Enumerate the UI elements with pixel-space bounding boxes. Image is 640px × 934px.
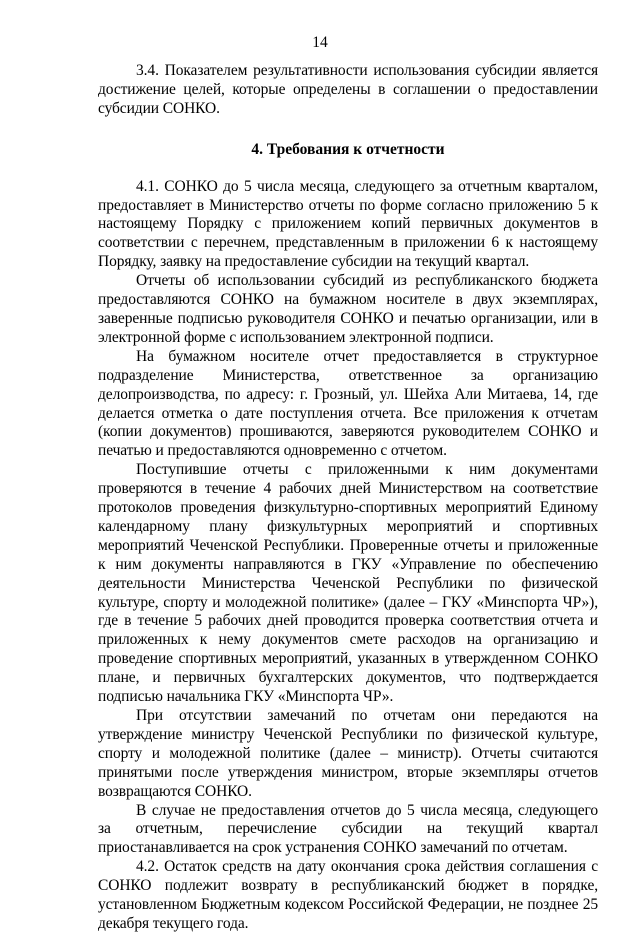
- paragraph-3-4: 3.4. Показателем результативности использования субсидии является достижение целей, которые определены в соглашении о предоставлении субсидии СОНКО.: [98, 62, 598, 117]
- section-heading: 4. Требования к отчетности: [251, 140, 445, 158]
- page-content: [98, 62, 598, 934]
- paragraph-paper-submission: На бумажном носителе отчет предоставляется в структурное подразделение Министерства, ответственное за организацию делопроизводства, по адресу: г. Грозный, ул. Шейха Али Митаева, 14, где делается отметка о дате поступления отчета. Все приложения к отчетам (копии документов) прошиваются, заверяются руководителем СОНКО и печатью и предоставляются одновременно с отчетом.: [98, 347, 598, 460]
- paragraph-4-2: 4.2. Остаток средств на дату окончания срока действия соглашения с СОНКО подлежит возврату в республиканский бюджет в порядке, установленном Бюджетным кодексом Российской Федерации, не позднее 25 декабря текущего года.: [98, 858, 598, 932]
- page-number: 14: [312, 34, 328, 51]
- paragraph-reports-submission: Отчеты об использовании субсидий из республиканского бюджета предоставляются СОНКО на бумажном носителе в двух экземплярах, заверенные подписью руководителя СОНКО и печатью организации, или в электронной форме с использованием электронной подписи.: [98, 272, 598, 346]
- paragraph-suspension: В случае не предоставления отчетов до 5 числа месяца, следующего за отчетным, перечисление субсидии на текущий квартал приостанавливается на срок устранения СОНКО замечаний по отчетам.: [98, 801, 598, 857]
- paragraph-report-verification: Поступившие отчеты с приложенными к ним документами проверяются в течение 4 рабочих дней Министерством на соответствие протоколов проведения физкультурно-спортивных мероприятий Единому календарному плану физкультурных мероприятий и спортивных мероприятий Чеченской Республики. Проверенные отчеты и приложенные к ним документы направляются в ГКУ «Управление по обеспечению деятельности Министерства Чеченской Республики по физической культуре, спорту и молодежной политике» (далее – ГКУ «Минспорта ЧР»), где в течение 5 рабочих дней проводится проверка соответствия отчета и приложенных к нему документов смете расходов на организацию и проведение спортивных мероприятий, указанных в утвержденном СОНКО плане, и первичных бухгалтерских документов, что подтверждается подписью начальника ГКУ «Минспорта ЧР».: [98, 461, 598, 706]
- paragraph-report-approval: При отсутствии замечаний по отчетам они передаются на утверждение министру Чеченской Республики по физической культуре, спорту и молодежной политике (далее – министр). Отчеты считаются принятыми после утверждения министром, вторые экземпляры отчетов возвращаются СОНКО.: [98, 707, 598, 800]
- paragraph-4-1: 4.1. СОНКО до 5 числа месяца, следующего за отчетным кварталом, предоставляет в Министерство отчеты по форме согласно приложению 5 к настоящему Порядку с приложением копий первичных документов в соответствии с перечнем, представленным в приложении 6 к настоящему Порядку, заявку на предоставление субсидии на текущий квартал.: [98, 177, 598, 271]
